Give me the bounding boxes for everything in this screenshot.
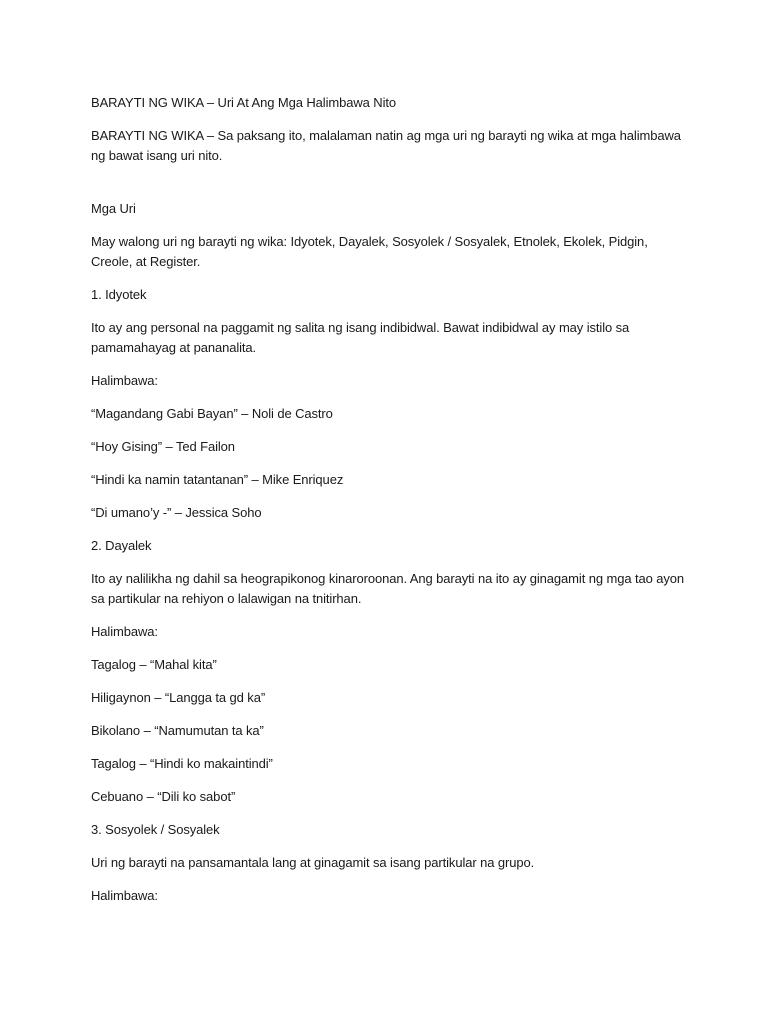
example-item: Tagalog – “Hindi ko makaintindi” bbox=[91, 756, 273, 771]
document-body bbox=[91, 93, 691, 919]
example-item: Hiligaynon – “Langga ta gd ka” bbox=[91, 690, 266, 705]
document-title: BARAYTI NG WIKA – Uri At Ang Mga Halimbawa Nito bbox=[91, 95, 396, 110]
type-heading-sosyolek: 3. Sosyolek / Sosyalek bbox=[91, 822, 220, 837]
example-item: Tagalog – “Mahal kita” bbox=[91, 657, 217, 672]
example-item: “Di umano’y -” – Jessica Soho bbox=[91, 505, 262, 520]
section-heading: Mga Uri bbox=[91, 201, 136, 216]
example-item: “Magandang Gabi Bayan” – Noli de Castro bbox=[91, 406, 333, 421]
intro-paragraph: BARAYTI NG WIKA – Sa paksang ito, malalaman natin ag mga uri ng barayti ng wika at mga halimbawa ng bawat isang uri nito. bbox=[91, 128, 681, 163]
example-item: Bikolano – “Namumutan ta ka” bbox=[91, 723, 264, 738]
type-heading-idyotek: 1. Idyotek bbox=[91, 287, 147, 302]
type-description-dayalek: Ito ay nalilikha ng dahil sa heograpikonog kinaroroonan. Ang barayti na ito ay ginagamit ng mga tao ayon sa partikular na rehiyon o lalawigan na tnitirhan. bbox=[91, 571, 685, 606]
example-label: Halimbawa: bbox=[91, 888, 158, 903]
example-label: Halimbawa: bbox=[91, 373, 158, 388]
overview-paragraph: May walong uri ng barayti ng wika: Idyotek, Dayalek, Sosyolek / Sosyalek, Etnolek, Ekolek, Pidgin, Creole, at Register. bbox=[91, 234, 648, 269]
example-item: Cebuano – “Dili ko sabot” bbox=[91, 789, 236, 804]
type-heading-dayalek: 2. Dayalek bbox=[91, 538, 152, 553]
example-item: “Hindi ka namin tatantanan” – Mike Enriquez bbox=[91, 472, 344, 487]
type-description-idyotek: Ito ay ang personal na paggamit ng salita ng isang indibidwal. Bawat indibidwal ay may istilo sa pamamahayag at pananalita. bbox=[91, 320, 630, 355]
example-label: Halimbawa: bbox=[91, 624, 158, 639]
type-description-sosyolek: Uri ng barayti na pansamantala lang at ginagamit sa isang partikular na grupo. bbox=[91, 855, 535, 870]
example-item: “Hoy Gising” – Ted Failon bbox=[91, 439, 235, 454]
